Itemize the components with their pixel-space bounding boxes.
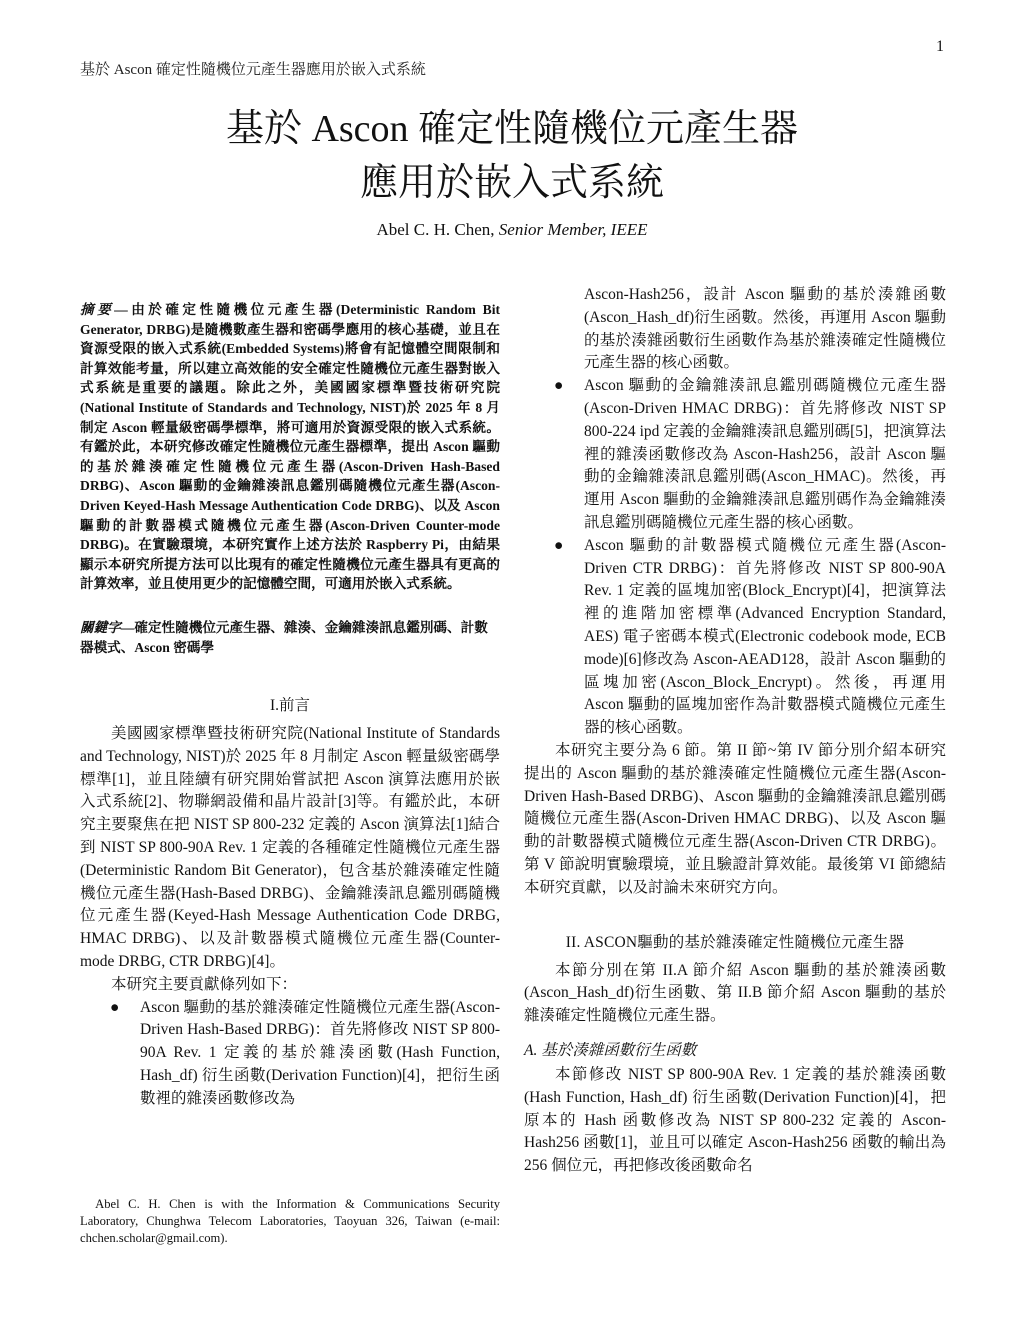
keywords [80, 618, 500, 657]
intro-paragraph-1: 美國國家標準暨技術研究院(National Institute of Standards and Technology, NIST)於 2025 年 8 月制定 Ascon 輕量級密碼學標準[1]，並且陸續有研究開始嘗試把 Ascon 演算法應用於嵌入式系統[2]、物聯網設備和晶片設計[3]等。有鑑於此，本研究主要聚焦在把 NIST SP 800-232 定義的 Ascon 演算法[1]結合到 NIST SP 800-90A Rev. 1 定義的各種確定性隨機位元產生器(Deterministic Random Bit Generator)，包含基於雜湊確定性隨機位元產生器(Hash-Based DRBG)、金鑰雜湊訊息鑑別碼隨機位元產生器(Keyed-Hash Message Authentication Code DRBG, HMAC DRBG)、以及計數器模式隨機位元產生器(Counter-mode DRBG, CTR DRBG)[4]。 [80, 725, 500, 971]
subsection-heading-2a: A. 基於湊雜函數衍生函數 [524, 1041, 697, 1059]
section-heading-intro: I.前言 [269, 697, 311, 715]
contribution-item-1 [80, 997, 500, 1111]
title-block [0, 102, 1024, 210]
bullet-icon: ● [554, 377, 564, 395]
author-name: Abel C. H. Chen, [376, 220, 495, 239]
contribution-item-1-text: Ascon 驅動的基於雜湊確定性隨機位元產生器(Ascon-Driven Hash-Based DRBG)：首先將修改 NIST SP 800-90A Rev. 1 定義的基於雜湊函數(Hash Function, Hash_df) 衍生函數(Derivation Function)[4]，把衍生函數裡的雜湊函數修改為 [140, 998, 500, 1107]
abstract [80, 300, 500, 594]
section2-paragraph-1: 本節分別在第 II.A 節介紹 Ascon 驅動的基於雜湊函數(Ascon_Hash_df)衍生函數、第 II.B 節介紹 Ascon 驅動的基於雜湊確定性隨機位元產生器。 [524, 961, 946, 1025]
keywords-text: —確定性隨機位元產生器、雜湊、金鑰雜湊訊息鑑別碼、計數器模式、Ascon 密碼學 [80, 619, 488, 655]
bullet-icon: ● [554, 536, 564, 554]
contribution-list [80, 997, 500, 1111]
section-heading-2: II. ASCON驅動的基於雜湊確定性隨機位元產生器 [565, 933, 905, 951]
left-column [80, 300, 500, 1111]
running-title: 基於 Ascon 確定性隨機位元產生器應用於嵌入式系統 [80, 62, 426, 78]
abstract-text: —由於確定性隨機位元產生器(Deterministic Random Bit Generator, DRBG)是隨機數產生器和密碼學應用的核心基礎，並且在資源受限的嵌入式系統(Embedded Systems)將會有記憶體空間限制和計算效能考量，所以建立高效能的安全確定性隨機位元產生器對嵌入式系統是重要的議題。除此之外，美國國家標準暨技術研究院(National Institute of Standards and Technology, NIST)於 2025 年 8 月制定 Ascon 輕量級密碼學標準，將可適用於資源受限的嵌入式系統。有鑑於此，本研究修改確定性隨機位元產生器標準，提出 Ascon 驅動的基於雜湊確定性隨機位元產生器(Ascon-Driven Hash-Based DRBG)、Ascon 驅動的金鑰雜湊訊息鑑別碼隨機位元產生器(Ascon-Driven Keyed-Hash Message Authentication Code DRBG)、以及 Ascon 驅動的計數器模式隨機位元產生器(Ascon-Driven Counter-mode DRBG)。在實驗環境，本研究實作上述方法於 Raspberry Pi，由結果顯示本研究所提方法可以比現有的確定性隨機位元產生器具有更高的計算效率，並且使用更少的記憶體空間，可適用於嵌入式系統。 [80, 302, 501, 592]
intro-paragraph-3: 本研究主要分為 6 節。第 II 節~第 IV 節分別介紹本研究提出的 Ascon 驅動的基於雜湊確定性隨機位元產生器(Ascon-Driven Hash-Based DRBG)、Ascon 驅動的金鑰雜湊訊息鑑別碼隨機位元產生器(Ascon-Driven HMAC DRBG)、以及 Ascon 驅動的計數器模式隨機位元產生器(Ascon-Driven CTR DRBG)。第 V 節說明實驗環境，並且驗證計算效能。最後第 VI 節總結本研究貢獻，以及討論未來研究方向。 [524, 741, 946, 896]
author-line [0, 220, 1024, 240]
author-affiliation: Senior Member, IEEE [498, 220, 648, 239]
keywords-lead: 關鍵字 [80, 619, 121, 635]
page-number: 1 [936, 38, 944, 55]
right-column [524, 284, 946, 1178]
contribution-item-3 [524, 535, 946, 740]
bullet-icon: ● [110, 998, 120, 1016]
author-footnote: Abel C. H. Chen is with the Information & Communications Security Laboratory, Chunghwa Telecom Laboratories, Taoyuan 326, Taiwan (e-mail: chchen.scholar@gmail.com). [80, 1197, 500, 1245]
paper-title-line-1: 基於 Ascon 確定性隨機位元產生器 [225, 108, 799, 150]
intro-paragraph-2: 本研究主要貢獻條列如下： [111, 975, 298, 993]
contribution-item-2 [524, 375, 946, 535]
contribution-item-3-text: Ascon 驅動的計數器模式隨機位元產生器(Ascon-Driven CTR DRBG)：首先將修改 NIST SP 800-90A Rev. 1 定義的區塊加密(Block_Encrypt)[4]，把演算法裡的進階加密標準(Advanced Encryption Standard, AES) 電子密碼本模式(Electronic codebook mode, ECB mode)[6]修改為 Ascon-AEAD128，設計 Ascon 驅動的區塊加密(Ascon_Block_Encrypt)。然後，再運用 Ascon 驅動的區塊加密作為計數器模式隨機位元產生器的核心函數。 [584, 536, 946, 737]
contribution-item-2-text: Ascon 驅動的金鑰雜湊訊息鑑別碼隨機位元產生器(Ascon-Driven HMAC DRBG)：首先將修改 NIST SP 800-224 ipd 定義的金鑰雜湊訊息鑑別碼[5]，把演算法裡的雜湊函數修改為 Ascon-Hash256，設計 Ascon 驅動的金鑰雜湊訊息鑑別碼(Ascon_HMAC)。然後，再運用 Ascon 驅動的金鑰雜湊訊息鑑別碼作為金鑰雜湊訊息鑑別碼隨機位元產生器的核心函數。 [584, 377, 946, 531]
paper-title-line-2: 應用於嵌入式系統 [359, 162, 664, 204]
abstract-lead: 摘要 [80, 302, 115, 317]
section2-paragraph-2: 本節修改 NIST SP 800-90A Rev. 1 定義的基於雜湊函數(Hash Function, Hash_df) 衍生函數(Derivation Function)[4]，把原本的 Hash 函數修改為 NIST SP 800-232 定義的 Ascon-Hash256 函數[1]，並且可以確定 Ascon-Hash256 函數的輸出為 256 個位元，再把修改後函數命名 [524, 1065, 946, 1175]
contribution-item-1-continued: Ascon-Hash256，設計 Ascon 驅動的基於湊雜函數(Ascon_Hash_df)衍生函數。然後，再運用 Ascon 驅動的基於湊雜函數衍生函數作為基於雜湊確定性隨機位元產生器的核心函數。 [584, 286, 946, 372]
contribution-list-continued [524, 375, 946, 740]
